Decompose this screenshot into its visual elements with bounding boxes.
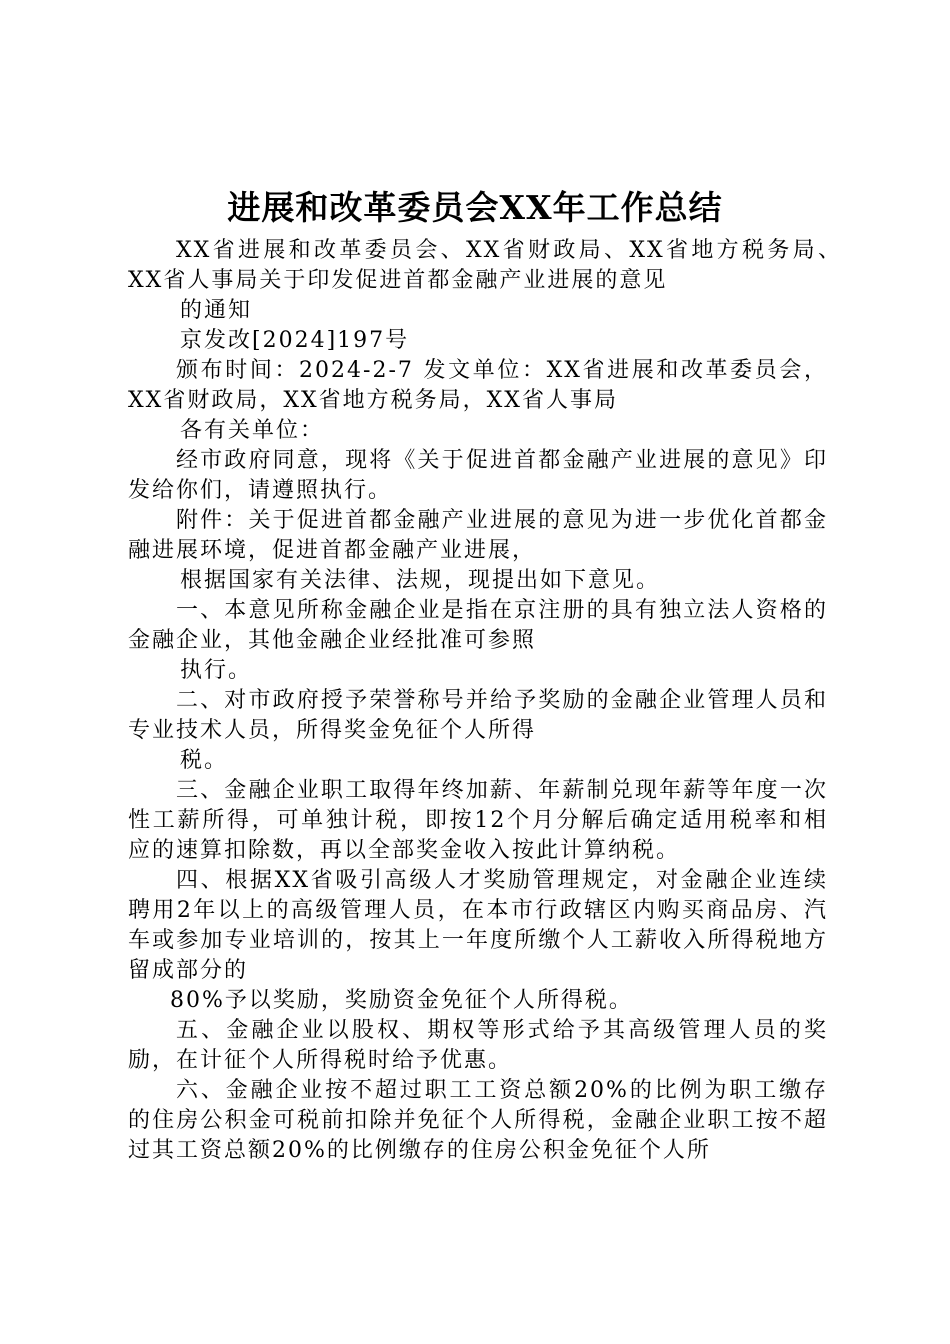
- paragraph-notice-heading-end: 的通知: [180, 298, 253, 323]
- document-title: 进展和改革委员会XX年工作总结: [227, 188, 723, 227]
- paragraph-approval: 经市政府同意，现将《关于促进首都金融产业进展的意见》印发给你们，请遵照执行。: [128, 448, 828, 503]
- paragraph-item-6: 六、金融企业按不超过职工工资总额20%的比例为职工缴存的住房公积金可税前扣除并免征个人所得税，金融企业职工按不超过其工资总额20%的比例缴存的住房公积金免征个人所: [128, 1078, 828, 1163]
- paragraph-item-3: 三、金融企业职工取得年终加薪、年薪制兑现年薪等年度一次性工薪所得，可单独计税，即按12个月分解后确定适用税率和相应的速算扣除数，再以全部奖金收入按此计算纳税。: [128, 778, 828, 863]
- paragraph-item-1-end: 执行。: [180, 658, 253, 683]
- paragraph-notice-heading: XX省进展和改革委员会、XX省财政局、XX省地方税务局、XX省人事局关于印发促进首都金融产业进展的意见: [128, 238, 842, 293]
- paragraph-item-2: 二、对市政府授予荣誉称号并给予奖励的金融企业管理人员和专业技术人员，所得奖金免征个人所得: [128, 688, 828, 743]
- paragraph-issue-info: 颁布时间：2024-2-7 发文单位：XX省进展和改革委员会，XX省财政局，XX省地方税务局，XX省人事局: [128, 358, 828, 413]
- paragraph-document-number: 京发改[2024]197号: [180, 328, 410, 353]
- paragraph-salutation: 各有关单位：: [180, 418, 325, 443]
- paragraph-item-4: 四、根据XX省吸引高级人才奖励管理规定，对金融企业连续聘用2年以上的高级管理人员，在本市行政辖区内购买商品房、汽车或参加专业培训的，按其上一年度所缴个人工薪收入所得税地方留成部分的: [128, 868, 828, 983]
- paragraph-item-5: 五、金融企业以股权、期权等形式给予其高级管理人员的奖励，在计征个人所得税时给予优惠。: [128, 1018, 828, 1073]
- paragraph-item-1: 一、本意见所称金融企业是指在京注册的具有独立法人资格的金融企业，其他金融企业经批准可参照: [128, 598, 828, 653]
- document-body: [128, 236, 842, 1166]
- paragraph-item-2-end: 税。: [180, 748, 229, 773]
- paragraph-legal-basis: 根据国家有关法律、法规，现提出如下意见。: [180, 568, 661, 593]
- paragraph-attachment: 附件：关于促进首都金融产业进展的意见为进一步优化首都金融进展环境，促进首都金融产业进展，: [128, 508, 828, 563]
- paragraph-item-4-end: 80%予以奖励，奖励资金免征个人所得税。: [170, 988, 633, 1013]
